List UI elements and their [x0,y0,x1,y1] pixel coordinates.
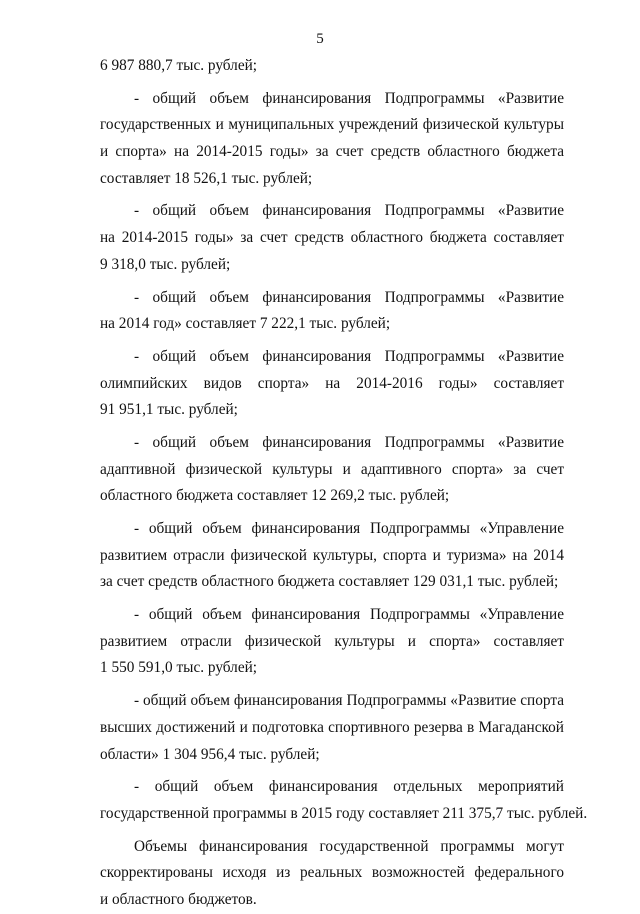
text-line: - общий объем финансирования Подпрограммы «Управление [134,520,564,537]
paragraph [100,602,564,682]
text-line: 6 987 880,7 тыс. рублей; [100,57,258,74]
paragraph [100,285,564,338]
page-number: 5 [316,31,324,47]
text-line: - общий объем финансирования Подпрограммы «Развитие [134,347,564,365]
text-line: 9 318,0 тыс. рублей; [100,255,231,273]
text-line: олимпийских видов спорта» на 2014-2016 годы» составляет [100,374,564,392]
text-line: на 2014 год» составляет 7 222,1 тыс. рублей; [100,315,391,333]
text-line: за счет средств областного бюджета составляет 129 031,1 тыс. рублей; [100,573,559,591]
paragraph [100,774,588,827]
text-line: высших достижений и подготовка спортивного резерва в Магаданской [100,718,564,736]
text-line: областного бюджета составляет 12 269,2 тыс. рублей; [100,487,450,505]
text-line: области» 1 304 956,4 тыс. рублей; [100,745,320,763]
text-line: скорректированы исходя из реальных возможностей федерального [100,864,564,882]
text-line: и спорта» на 2014-2015 годы» за счет средств областного бюджета [100,143,564,161]
text-line: на 2014-2015 годы» за счет средств областного бюджета составляет [100,229,564,247]
text-line: - общий объем финансирования отдельных мероприятий [134,778,564,796]
paragraph [100,344,564,424]
paragraph [100,53,564,80]
text-line: развитием отрасли физической культуры, спорта и туризма» на 2014 [100,546,564,564]
text-line: развитием отрасли физической культуры и спорта» составляет [100,632,564,650]
text-line: - общий объем финансирования Подпрограммы «Управление [134,606,564,624]
text-line: адаптивной физической культуры и адаптивного спорта» за счет [100,460,564,478]
text-line: - общий объем финансирования Подпрограммы «Развитие [134,202,564,220]
text-line: 91 951,1 тыс. рублей; [100,401,238,419]
text-line: и областного бюджетов. [100,890,257,908]
document-body [100,53,588,914]
paragraph [100,86,564,193]
paragraph [100,688,564,768]
paragraph [100,516,564,596]
text-line: государственных и муниципальных учреждений физической культуры [100,116,564,134]
text-line: государственной программы в 2015 году составляет 211 375,7 тыс. рублей. [100,804,588,822]
text-line: 1 550 591,0 тыс. рублей; [100,659,258,677]
text-line: составляет 18 526,1 тыс. рублей; [100,169,313,187]
paragraph [100,198,564,278]
text-line: - общий объем финансирования Подпрограммы «Развитие спорта [134,692,564,710]
text-line: - общий объем финансирования Подпрограммы «Развитие [134,433,564,451]
text-line: - общий объем финансирования Подпрограммы «Развитие [134,89,564,107]
text-line: - общий объем финансирования Подпрограммы «Развитие [134,288,564,306]
paragraph [100,430,564,510]
text-line: Объемы финансирования государственной программы могут [134,837,564,855]
paragraph [100,834,564,914]
